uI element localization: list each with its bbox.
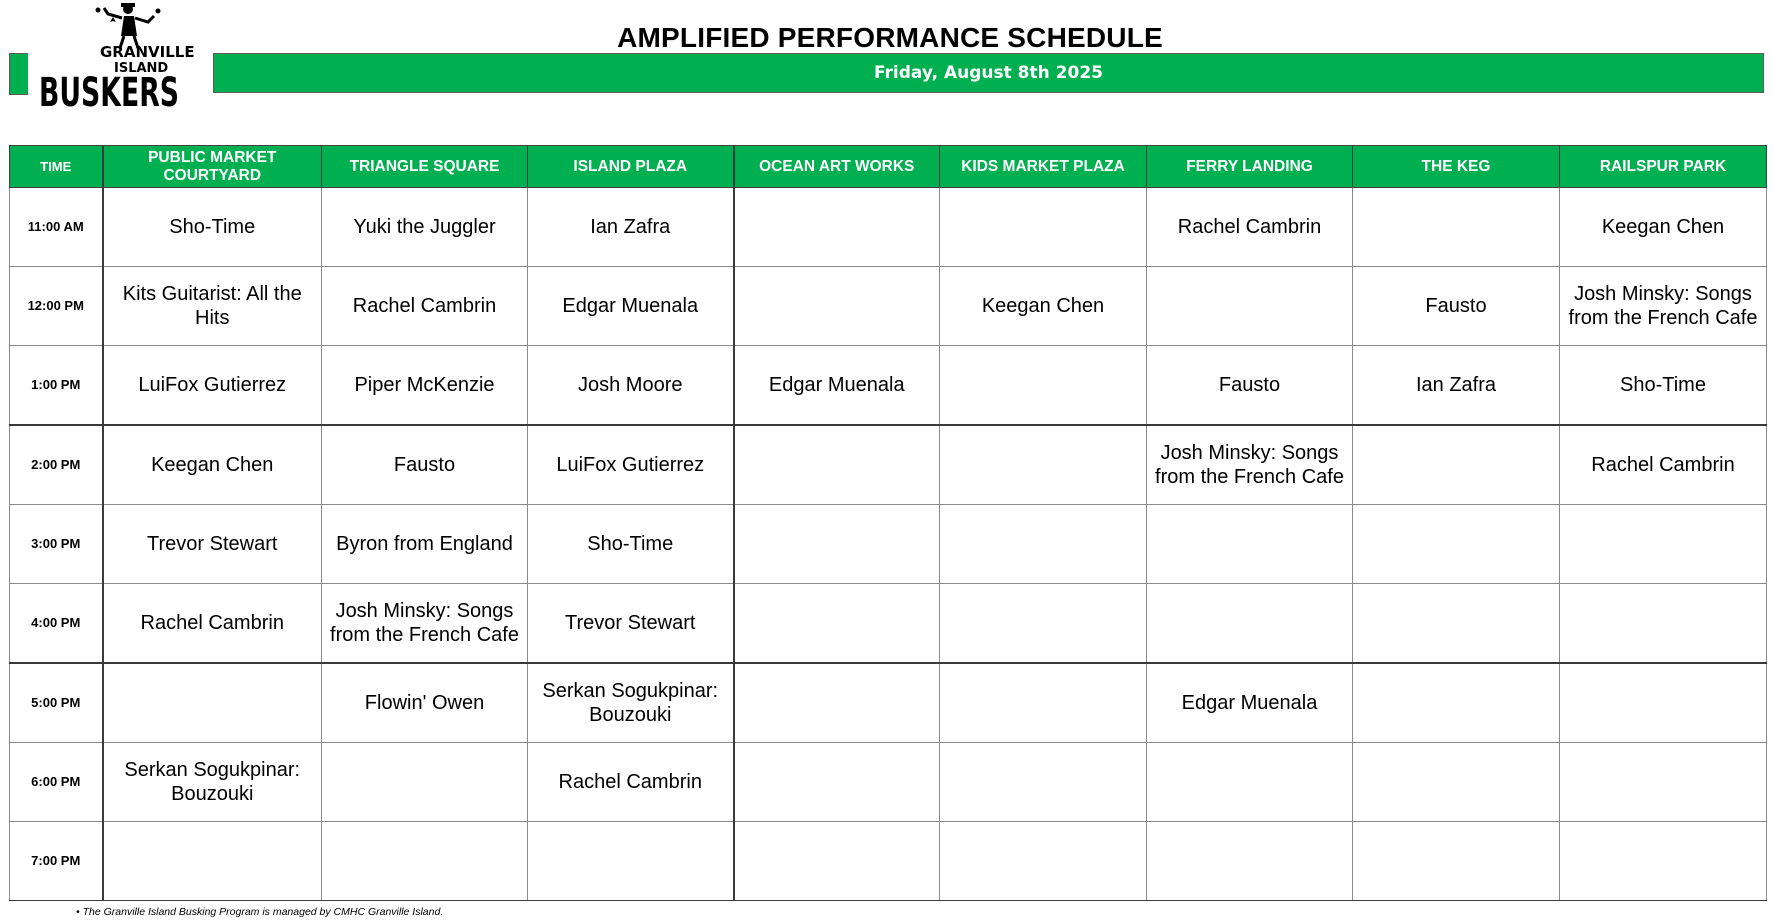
performer-cell bbox=[940, 584, 1147, 664]
performer-cell: Rachel Cambrin bbox=[1147, 188, 1353, 267]
table-row bbox=[10, 584, 1767, 664]
performer-cell: Edgar Muenala bbox=[528, 267, 734, 346]
performer-cell bbox=[734, 425, 940, 505]
table-row bbox=[10, 822, 1767, 901]
performer-cell bbox=[1353, 743, 1560, 822]
performer-cell bbox=[322, 743, 528, 822]
performer-cell bbox=[940, 663, 1147, 743]
performer-cell bbox=[1353, 188, 1560, 267]
table-row bbox=[10, 267, 1767, 346]
column-header-time: TIME bbox=[10, 146, 103, 188]
date-band bbox=[213, 53, 1764, 93]
performer-cell: Keegan Chen bbox=[1560, 188, 1767, 267]
performer-cell: LuiFox Gutierrez bbox=[528, 425, 734, 505]
performer-cell bbox=[940, 505, 1147, 584]
performer-cell bbox=[940, 425, 1147, 505]
table-header-row bbox=[10, 146, 1767, 188]
time-cell: 3:00 PM bbox=[10, 505, 103, 584]
performer-cell bbox=[1147, 743, 1353, 822]
table-row bbox=[10, 743, 1767, 822]
logo-line-buskers: BUSKERS bbox=[39, 70, 179, 116]
time-cell: 2:00 PM bbox=[10, 425, 103, 505]
performer-cell bbox=[734, 505, 940, 584]
performer-cell bbox=[528, 822, 734, 901]
performer-cell: Yuki the Juggler bbox=[322, 188, 528, 267]
performer-cell: Rachel Cambrin bbox=[1560, 425, 1767, 505]
performer-cell bbox=[940, 188, 1147, 267]
performer-cell bbox=[103, 663, 322, 743]
performer-cell: Kits Guitarist: All the Hits bbox=[103, 267, 322, 346]
performer-cell: LuiFox Gutierrez bbox=[103, 346, 322, 426]
time-cell: 5:00 PM bbox=[10, 663, 103, 743]
performer-cell: Rachel Cambrin bbox=[103, 584, 322, 664]
table-row bbox=[10, 346, 1767, 426]
performer-cell bbox=[1353, 822, 1560, 901]
performer-cell bbox=[1147, 505, 1353, 584]
performer-cell: Keegan Chen bbox=[103, 425, 322, 505]
performer-cell: Rachel Cambrin bbox=[528, 743, 734, 822]
performer-cell: Serkan Sogukpinar: Bouzouki bbox=[103, 743, 322, 822]
performer-cell bbox=[322, 822, 528, 901]
table-row bbox=[10, 425, 1767, 505]
schedule-table bbox=[9, 145, 1767, 901]
performer-cell: Trevor Stewart bbox=[103, 505, 322, 584]
time-cell: 7:00 PM bbox=[10, 822, 103, 901]
performer-cell bbox=[734, 188, 940, 267]
schedule-date: Friday, August 8th 2025 bbox=[874, 63, 1103, 83]
performer-cell bbox=[734, 584, 940, 664]
performer-cell bbox=[1353, 584, 1560, 664]
performer-cell bbox=[1560, 822, 1767, 901]
time-cell: 6:00 PM bbox=[10, 743, 103, 822]
performer-cell: Keegan Chen bbox=[940, 267, 1147, 346]
table-row bbox=[10, 505, 1767, 584]
logo-line-island: ISLAND bbox=[114, 61, 169, 76]
performer-cell: Fausto bbox=[1147, 346, 1353, 426]
performer-cell: Flowin' Owen bbox=[322, 663, 528, 743]
performer-cell: Edgar Muenala bbox=[1147, 663, 1353, 743]
performer-cell: Rachel Cambrin bbox=[322, 267, 528, 346]
table-row bbox=[10, 663, 1767, 743]
performer-cell: Sho-Time bbox=[1560, 346, 1767, 426]
performer-cell: Piper McKenzie bbox=[322, 346, 528, 426]
performer-cell: Sho-Time bbox=[528, 505, 734, 584]
performer-cell: Serkan Sogukpinar: Bouzouki bbox=[528, 663, 734, 743]
column-header-kids-market-plaza: KIDS MARKET PLAZA bbox=[940, 146, 1147, 188]
column-header-ocean-art-works: OCEAN ART WORKS bbox=[734, 146, 940, 188]
performer-cell: Trevor Stewart bbox=[528, 584, 734, 664]
date-band-left-stub bbox=[9, 53, 28, 95]
performer-cell: Josh Minsky: Songs from the French Cafe bbox=[1147, 425, 1353, 505]
performer-cell bbox=[1147, 584, 1353, 664]
performer-cell: Josh Moore bbox=[528, 346, 734, 426]
time-cell: 11:00 AM bbox=[10, 188, 103, 267]
performer-cell bbox=[1353, 425, 1560, 505]
performer-cell: Sho-Time bbox=[103, 188, 322, 267]
time-cell: 12:00 PM bbox=[10, 267, 103, 346]
column-header-the-keg: THE KEG bbox=[1353, 146, 1560, 188]
column-header-island-plaza: ISLAND PLAZA bbox=[528, 146, 734, 188]
juggler-logo-graphic bbox=[38, 2, 206, 126]
performer-cell bbox=[1560, 663, 1767, 743]
performer-cell: Josh Minsky: Songs from the French Cafe bbox=[322, 584, 528, 664]
performer-cell bbox=[940, 743, 1147, 822]
performer-cell bbox=[734, 822, 940, 901]
table-row bbox=[10, 188, 1767, 267]
performer-cell bbox=[734, 663, 940, 743]
footnote: • The Granville Island Busking Program is managed by CMHC Granville Island. bbox=[76, 906, 444, 918]
performer-cell: Edgar Muenala bbox=[734, 346, 940, 426]
performer-cell bbox=[734, 743, 940, 822]
performer-cell bbox=[103, 822, 322, 901]
time-cell: 1:00 PM bbox=[10, 346, 103, 426]
performer-cell: Ian Zafra bbox=[1353, 346, 1560, 426]
performer-cell bbox=[1353, 505, 1560, 584]
performer-cell: Josh Minsky: Songs from the French Cafe bbox=[1560, 267, 1767, 346]
column-header-public-market-courtyard: PUBLIC MARKET COURTYARD bbox=[103, 146, 322, 188]
performer-cell: Fausto bbox=[1353, 267, 1560, 346]
performer-cell bbox=[1560, 584, 1767, 664]
page-title: AMPLIFIED PERFORMANCE SCHEDULE bbox=[617, 22, 1163, 53]
performer-cell: Ian Zafra bbox=[528, 188, 734, 267]
performer-cell bbox=[940, 346, 1147, 426]
performer-cell bbox=[1560, 505, 1767, 584]
performer-cell bbox=[1560, 743, 1767, 822]
performer-cell bbox=[1147, 822, 1353, 901]
performer-cell bbox=[1353, 663, 1560, 743]
column-header-railspur-park: RAILSPUR PARK bbox=[1560, 146, 1767, 188]
performer-cell: Fausto bbox=[322, 425, 528, 505]
granville-island-buskers-logo bbox=[38, 2, 206, 126]
column-header-ferry-landing: FERRY LANDING bbox=[1147, 146, 1353, 188]
performer-cell: Byron from England bbox=[322, 505, 528, 584]
time-cell: 4:00 PM bbox=[10, 584, 103, 664]
performer-cell bbox=[1147, 267, 1353, 346]
performer-cell bbox=[734, 267, 940, 346]
performer-cell bbox=[940, 822, 1147, 901]
logo-line-granville: GRANVILLE bbox=[100, 43, 195, 61]
column-header-triangle-square: TRIANGLE SQUARE bbox=[322, 146, 528, 188]
